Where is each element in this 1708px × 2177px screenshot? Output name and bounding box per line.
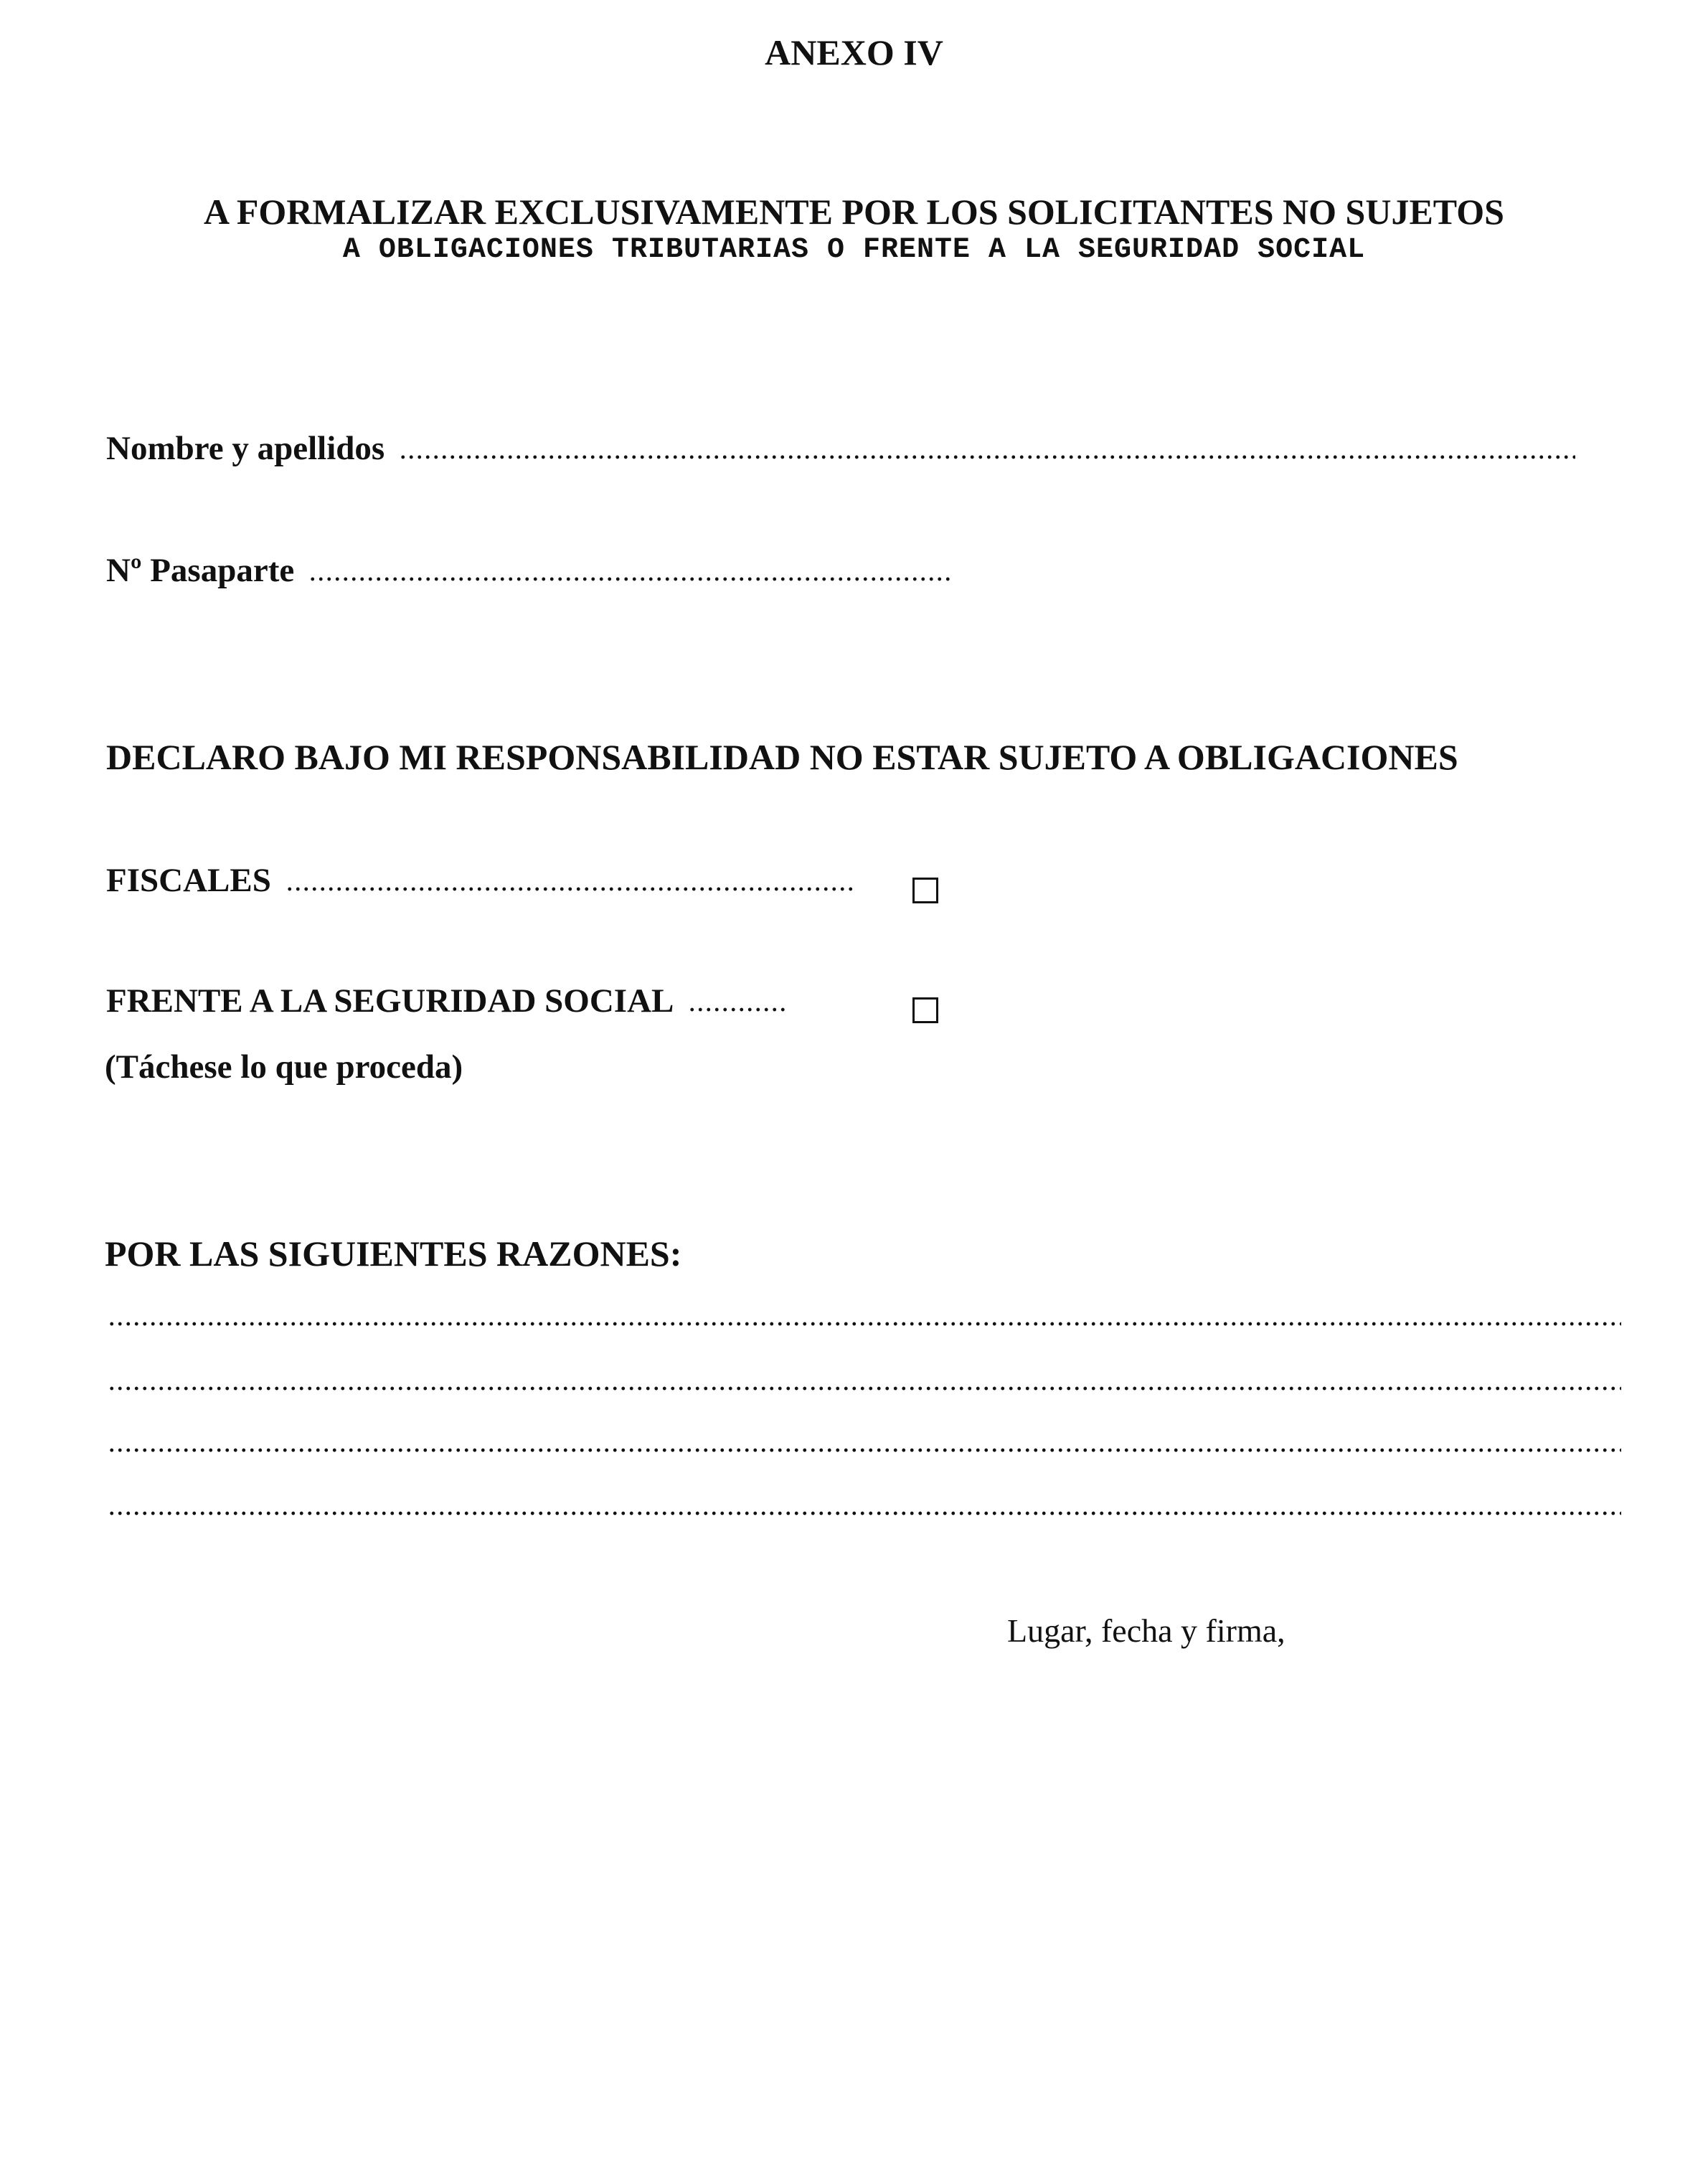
option-social-security-checkbox[interactable]: [912, 997, 938, 1023]
signature-caption: Lugar, fecha y firma,: [1007, 1612, 1285, 1649]
form-subtitle-line-1: A FORMALIZAR EXCLUSIVAMENTE POR LOS SOLICITANTES NO SUJETOS: [204, 192, 1504, 232]
passport-field-row: [106, 551, 954, 590]
strike-instruction-note: (Táchese lo que proceda): [105, 1048, 463, 1086]
annex-title: ANEXO IV: [765, 32, 943, 72]
option-fiscal-checkbox[interactable]: [912, 878, 938, 903]
reasons-heading: POR LAS SIGUIENTES RAZONES:: [105, 1233, 682, 1274]
option-social-security-leader: [688, 1006, 785, 1013]
name-field-row: [106, 429, 1575, 468]
name-field-label: Nombre y apellidos: [106, 430, 385, 467]
option-fiscal-leader: [286, 885, 856, 893]
declaration-statement: DECLARO BAJO MI RESPONSABILIDAD NO ESTAR SUJETO A OBLIGACIONES: [106, 737, 1458, 777]
form-subtitle-line-2: A OBLIGACIONES TRIBUTARIAS O FRENTE A LA SEGURIDAD SOCIAL: [342, 234, 1366, 266]
passport-field-blank[interactable]: [308, 575, 954, 583]
reason-blank-line[interactable]: [108, 1320, 1621, 1327]
reason-blank-line[interactable]: [108, 1510, 1621, 1517]
reason-blank-line[interactable]: [108, 1447, 1621, 1454]
option-fiscal-row: [106, 861, 856, 900]
option-social-security-label: FRENTE A LA SEGURIDAD SOCIAL: [106, 982, 674, 1020]
reason-blank-line[interactable]: [108, 1385, 1621, 1392]
option-social-security-row: [106, 982, 785, 1020]
option-fiscal-label: FISCALES: [106, 862, 271, 899]
passport-field-label: Nº Pasaparte: [106, 552, 295, 589]
name-field-blank[interactable]: [399, 453, 1575, 461]
